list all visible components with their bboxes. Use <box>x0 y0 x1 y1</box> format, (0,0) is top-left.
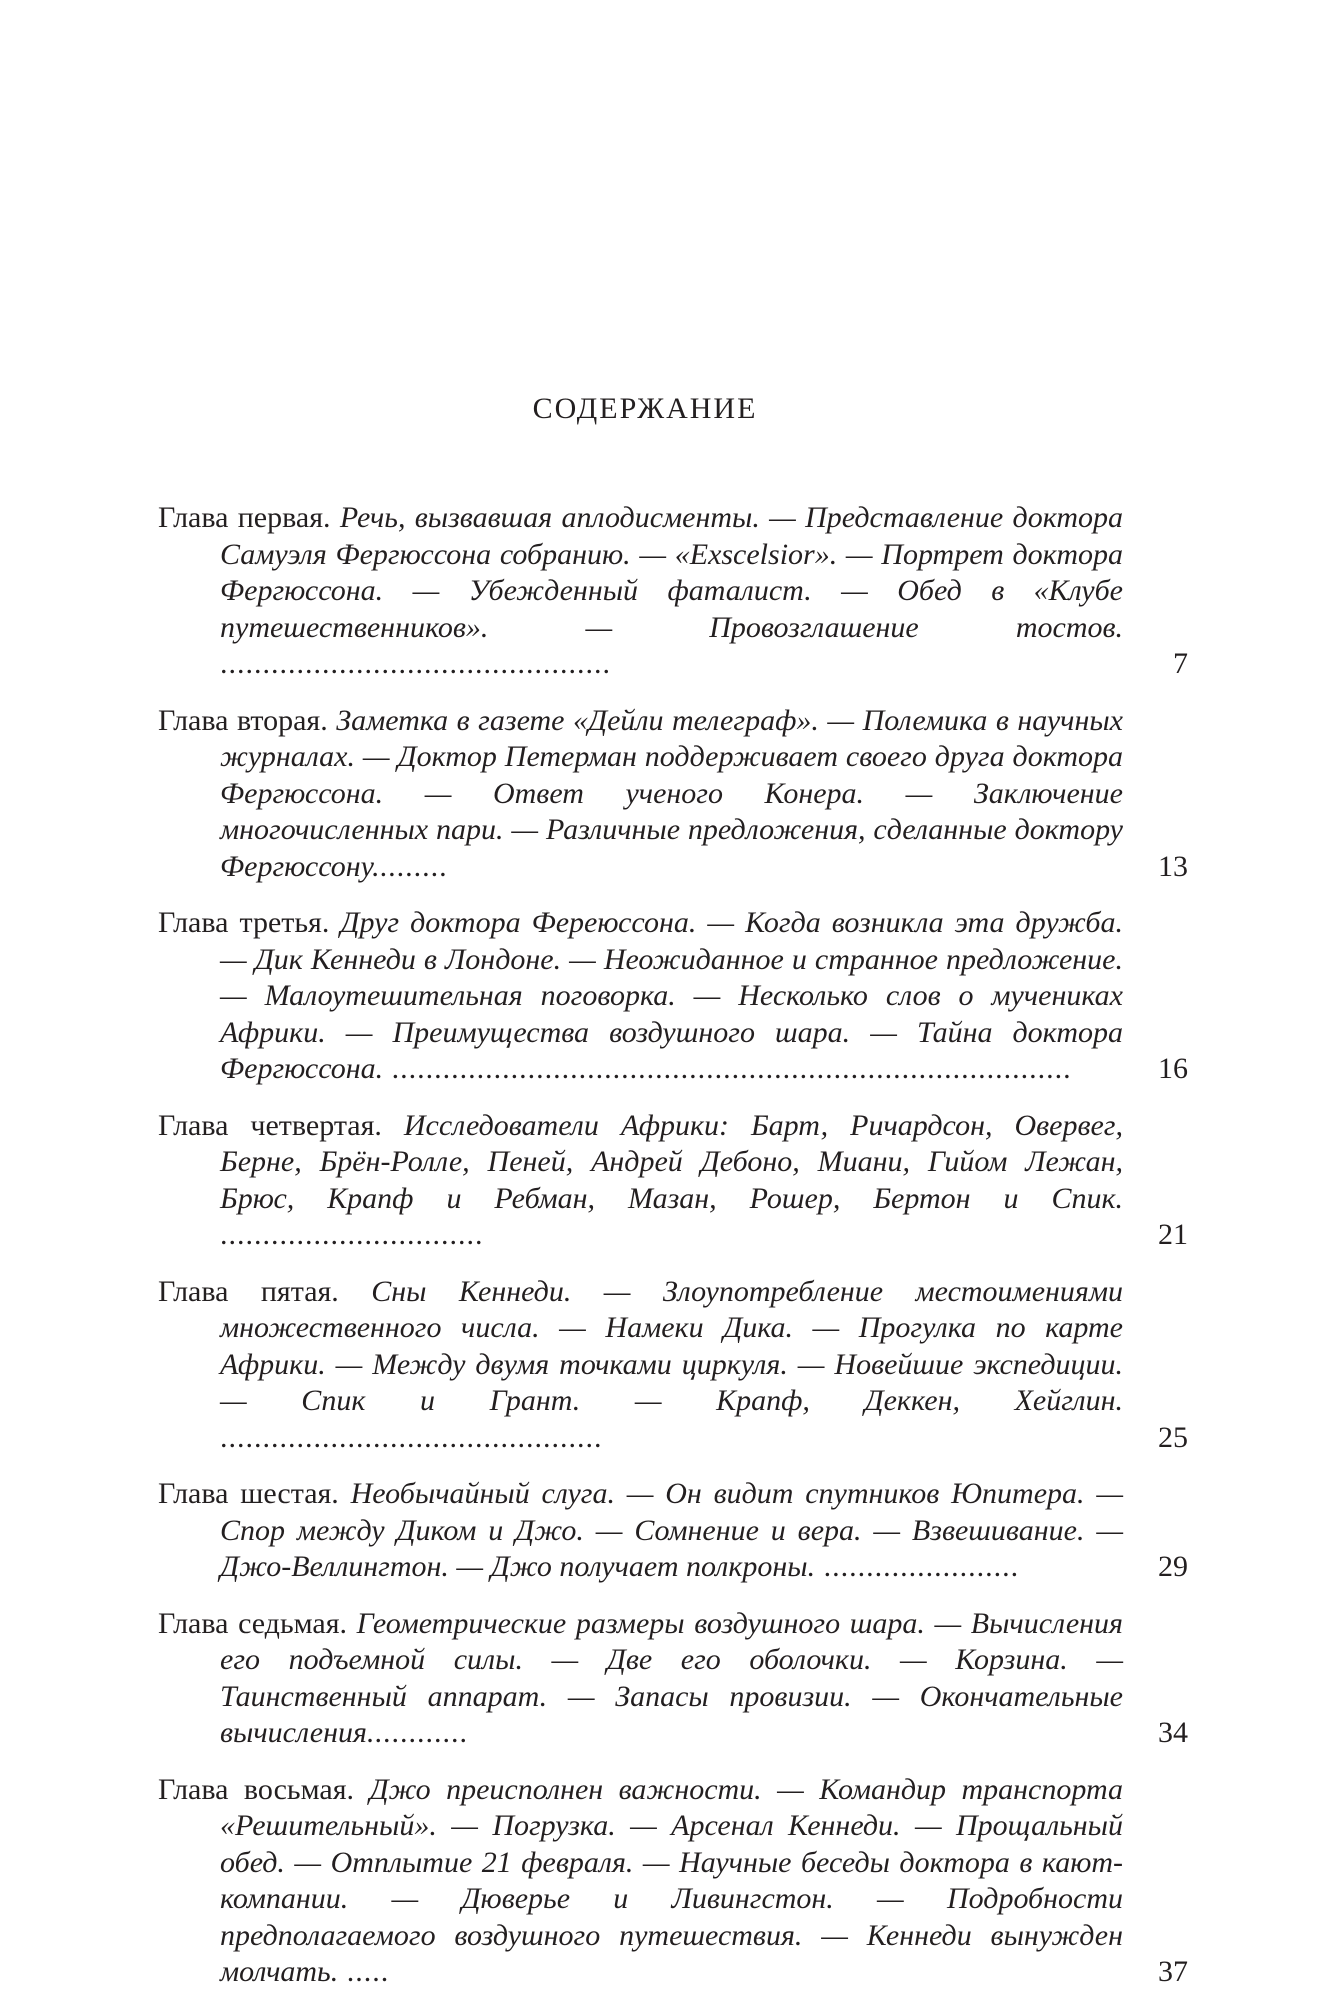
leader-dots: ............................................. <box>220 1420 603 1454</box>
page-number: 13 <box>1158 849 1188 883</box>
chapter-title: Глава вторая. <box>158 703 328 737</box>
leader-dots: ..... <box>338 1955 390 1988</box>
toc-entry-2 <box>158 703 1188 886</box>
leader-dots: ........... <box>374 1716 468 1749</box>
leader-dots: ....................... <box>815 1550 1020 1583</box>
chapter-description: Исследователи Африки: Барт, Ричардсон, Овервег, Берне, Брён-Ролле, Пеней, Андрей Дебоно, Миани, Гийом Лежан, Брюс, Крапф и Ребман, Мазан, Рошер, Бертон и Спик. <box>220 1108 1123 1215</box>
toc-entry-8 <box>158 1772 1188 1991</box>
toc-entry-7 <box>158 1606 1188 1752</box>
toc-entry-3 <box>158 905 1188 1088</box>
chapter-title: Глава четвертая. <box>158 1108 382 1142</box>
leader-dots: .............................................. <box>220 647 611 680</box>
toc-entry-4 <box>158 1108 1188 1254</box>
page-number: 29 <box>1158 1550 1188 1583</box>
toc-entry-1 <box>158 500 1188 683</box>
page-number: 25 <box>1158 1420 1188 1454</box>
chapter-description: Сны Кеннеди. — Злоупотребление местоимениями множественного числа. — Намеки Дика. — Прогулка по карте Африки. — Между двумя точками циркуля. — Новейшие экспедиции. — Спик и Грант. — Крапф, Деккен, Хейглин. <box>220 1274 1123 1417</box>
toc-entry-6 <box>158 1476 1188 1586</box>
chapter-description: Необычайный слуга. — Он видит спутников Юпитера. — Спор между Диком и Джо. — Сомнение и вера. — Взвешивание. — Джо-Веллингтон. — Джо получает полкроны. <box>220 1477 1123 1583</box>
table-of-contents <box>158 500 1188 2011</box>
leader-dots: ........ <box>379 849 448 883</box>
chapter-description: Друг доктора Фереюссона. — Когда возникла эта дружба. — Дик Кеннеди в Лондоне. — Неожиданное и странное предложение. — Малоутешительная поговорка. — Несколько слов о мучениках Африки. — Преимущества воздушного шара. — Тайна доктора Фергюссона. <box>220 906 1123 1085</box>
chapter-description: Речь, вызвавшая аплодисменты. — Представление доктора Самуэля Фергюссона собранию. — «Exscelsior». — Портрет доктора Фергюссона. — Убежденный фаталист. — Обед в «Клубе путешественников». — Провозглашение тостов. <box>220 501 1124 644</box>
chapter-description: Джо преисполнен важности. — Командир транспорта «Решительный». — Погрузка. — Арсенал Кеннеди. — Прощальный обед. — Отплытие 21 февраля. — Научные беседы доктора в кают-компании. — Дюверье и Ливингстон. — Подробности предполагаемого воздушного путешествия. — Кеннеди вынужден молчать. <box>220 1772 1123 1988</box>
leader-dots: ................................................................................ <box>383 1052 1072 1085</box>
chapter-title: Глава пятая. <box>158 1274 339 1308</box>
chapter-title: Глава восьмая. <box>158 1772 354 1806</box>
chapter-title: Глава третья. <box>158 906 330 939</box>
page-number: 7 <box>1173 647 1188 680</box>
toc-entry-5 <box>158 1274 1188 1457</box>
page-number: 34 <box>1158 1716 1188 1749</box>
chapter-description: Заметка в газете «Дейли телеграф». — Полемика в научных журналах. — Доктор Петерман поддерживает своего друга доктора Фергюссона. — Ответ ученого Конера. — Заключение многочисленных пари. — Различные предложения, сделанные доктору Фергюссону. <box>220 703 1124 883</box>
page-number: 37 <box>1158 1955 1188 1988</box>
chapter-title: Глава первая. <box>158 501 331 534</box>
chapter-title: Глава шестая. <box>158 1477 339 1510</box>
chapter-title: Глава седьмая. <box>158 1606 348 1640</box>
toc-title: СОДЕРЖАНИЕ <box>532 392 758 425</box>
leader-dots: ............................... <box>220 1218 484 1251</box>
page-number: 16 <box>1158 1052 1188 1085</box>
chapter-description: Геометрические размеры воздушного шара. — Вычисления его подъемной силы. — Две его оболочки. — Корзина. — Таинственный аппарат. — Запасы провизии. — Окончательные вычисления. <box>220 1606 1124 1749</box>
page-number: 21 <box>1158 1218 1188 1251</box>
